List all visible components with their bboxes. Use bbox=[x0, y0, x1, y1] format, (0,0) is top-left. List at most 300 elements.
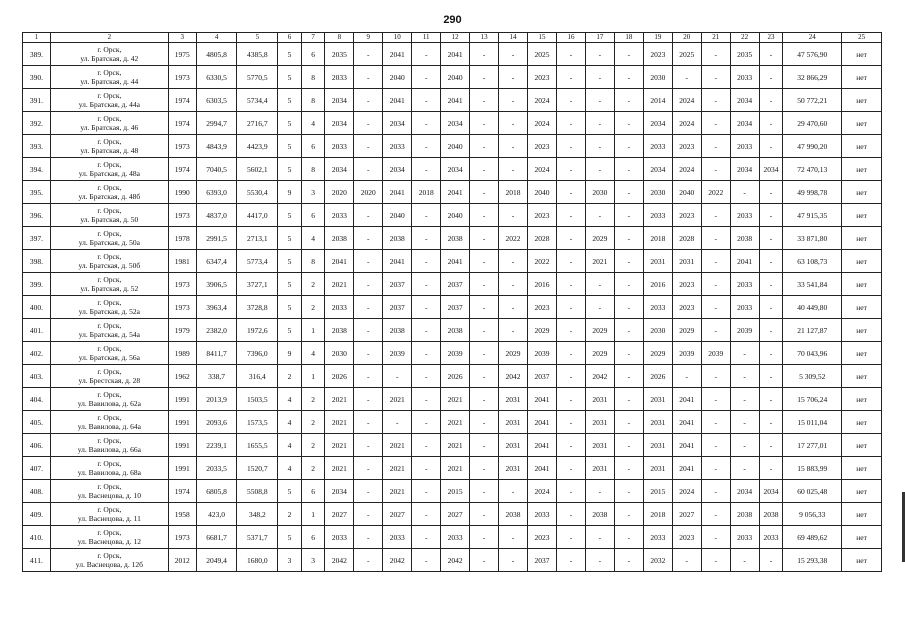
cell-c21: - bbox=[701, 43, 730, 66]
address-city: г. Орск, bbox=[97, 183, 122, 192]
column-header: 2 bbox=[50, 33, 168, 43]
cell-c22: 2038 bbox=[730, 503, 759, 526]
cell-c10: 2037 bbox=[383, 296, 412, 319]
cell-entrances: 6 bbox=[301, 135, 325, 158]
cell-c16: - bbox=[556, 342, 585, 365]
cell-c17: 2029 bbox=[585, 227, 614, 250]
cell-c18: - bbox=[614, 204, 643, 227]
table-row bbox=[23, 89, 882, 112]
cell-area-total: 2994,7 bbox=[196, 112, 237, 135]
cell-c11: - bbox=[412, 158, 441, 181]
address-cell bbox=[50, 342, 168, 365]
cell-floors: 9 bbox=[278, 181, 302, 204]
cell-c20: 2025 bbox=[672, 43, 701, 66]
cell-c21: - bbox=[701, 66, 730, 89]
cell-floors: 5 bbox=[278, 480, 302, 503]
cell-c12: 2021 bbox=[441, 388, 470, 411]
cell-c22: 2033 bbox=[730, 66, 759, 89]
address-cell bbox=[50, 66, 168, 89]
cell-c14: 2031 bbox=[499, 411, 528, 434]
cell-area-total: 2049,4 bbox=[196, 549, 237, 572]
column-header: 13 bbox=[470, 33, 499, 43]
address-cell bbox=[50, 158, 168, 181]
cell-c8: 2033 bbox=[325, 135, 354, 158]
cell-floors: 5 bbox=[278, 135, 302, 158]
cell-c12: 2037 bbox=[441, 296, 470, 319]
cell-c15: 2029 bbox=[528, 319, 557, 342]
cell-c11: - bbox=[412, 342, 441, 365]
cell-c9: - bbox=[354, 227, 383, 250]
cell-c10: 2021 bbox=[383, 388, 412, 411]
cell-c21: - bbox=[701, 549, 730, 572]
cell-c18: - bbox=[614, 89, 643, 112]
cell-c22: - bbox=[730, 457, 759, 480]
cell-c9: - bbox=[354, 135, 383, 158]
cell-c12: 2021 bbox=[441, 457, 470, 480]
cell-c8: 2042 bbox=[325, 549, 354, 572]
cell-c16: - bbox=[556, 365, 585, 388]
address-city: г. Орск, bbox=[97, 229, 122, 238]
cell-c19: 2016 bbox=[643, 273, 672, 296]
address-street: ул. Братская, д. 56а bbox=[78, 353, 140, 362]
cell-c18: - bbox=[614, 135, 643, 158]
cell-c10: 2021 bbox=[383, 480, 412, 503]
cell-c21: - bbox=[701, 158, 730, 181]
address-cell bbox=[50, 204, 168, 227]
cell-c16: - bbox=[556, 411, 585, 434]
cell-c17: 2038 bbox=[585, 503, 614, 526]
cell-c14: - bbox=[499, 89, 528, 112]
cell-c18: - bbox=[614, 365, 643, 388]
cell-c25: нет bbox=[842, 526, 882, 549]
cell-c21: - bbox=[701, 227, 730, 250]
address-city: г. Орск, bbox=[97, 137, 122, 146]
cell-c13: - bbox=[470, 457, 499, 480]
address-city: г. Орск, bbox=[97, 275, 122, 284]
cell-cost: 63 108,73 bbox=[783, 250, 842, 273]
row-number: 400. bbox=[23, 296, 51, 319]
cell-c13: - bbox=[470, 549, 499, 572]
cell-area-total: 6303,5 bbox=[196, 89, 237, 112]
address-cell bbox=[50, 43, 168, 66]
cell-c23: 2034 bbox=[759, 158, 783, 181]
cell-c10: 2033 bbox=[383, 526, 412, 549]
cell-c13: - bbox=[470, 296, 499, 319]
cell-c13: - bbox=[470, 319, 499, 342]
table-body bbox=[23, 43, 882, 572]
cell-c8: 2034 bbox=[325, 480, 354, 503]
cell-c20: 2041 bbox=[672, 388, 701, 411]
cell-c15: 2033 bbox=[528, 503, 557, 526]
cell-c25: нет bbox=[842, 388, 882, 411]
cell-c23: - bbox=[759, 388, 783, 411]
cell-year: 1979 bbox=[168, 319, 196, 342]
cell-c20: 2031 bbox=[672, 250, 701, 273]
cell-floors: 5 bbox=[278, 112, 302, 135]
cell-year: 1975 bbox=[168, 43, 196, 66]
cell-c11: - bbox=[412, 411, 441, 434]
cell-c9: - bbox=[354, 503, 383, 526]
cell-c12: 2041 bbox=[441, 89, 470, 112]
cell-c13: - bbox=[470, 204, 499, 227]
cell-c15: 2023 bbox=[528, 66, 557, 89]
cell-c12: 2021 bbox=[441, 411, 470, 434]
cell-year: 1991 bbox=[168, 434, 196, 457]
cell-cost: 49 998,78 bbox=[783, 181, 842, 204]
cell-c17: - bbox=[585, 296, 614, 319]
address-city: г. Орск, bbox=[97, 114, 122, 123]
cell-c18: - bbox=[614, 273, 643, 296]
cell-c19: 2030 bbox=[643, 66, 672, 89]
column-header: 22 bbox=[730, 33, 759, 43]
cell-c23: - bbox=[759, 66, 783, 89]
column-header: 14 bbox=[499, 33, 528, 43]
cell-area-total: 2991,5 bbox=[196, 227, 237, 250]
cell-c9: - bbox=[354, 526, 383, 549]
column-header: 15 bbox=[528, 33, 557, 43]
cell-c17: 2029 bbox=[585, 342, 614, 365]
cell-c8: 2021 bbox=[325, 273, 354, 296]
address-city: г. Орск, bbox=[97, 45, 122, 54]
cell-area-living: 348,2 bbox=[237, 503, 278, 526]
cell-c23: - bbox=[759, 296, 783, 319]
address-cell bbox=[50, 457, 168, 480]
cell-c25: нет bbox=[842, 204, 882, 227]
address-street: ул. Братская, д. 48а bbox=[78, 169, 140, 178]
cell-c8: 2021 bbox=[325, 411, 354, 434]
address-city: г. Орск, bbox=[97, 528, 122, 537]
cell-area-living: 7396,0 bbox=[237, 342, 278, 365]
cell-cost: 15 011,04 bbox=[783, 411, 842, 434]
cell-c11: - bbox=[412, 43, 441, 66]
cell-c20: 2041 bbox=[672, 457, 701, 480]
cell-c18: - bbox=[614, 250, 643, 273]
cell-c25: нет bbox=[842, 480, 882, 503]
column-header: 24 bbox=[783, 33, 842, 43]
address-cell bbox=[50, 388, 168, 411]
cell-c15: 2023 bbox=[528, 296, 557, 319]
cell-entrances: 1 bbox=[301, 503, 325, 526]
cell-area-living: 5602,1 bbox=[237, 158, 278, 181]
cell-c17: 2031 bbox=[585, 411, 614, 434]
cell-cost: 9 056,33 bbox=[783, 503, 842, 526]
cell-c9: - bbox=[354, 457, 383, 480]
cell-c14: 2018 bbox=[499, 181, 528, 204]
cell-c15: 2024 bbox=[528, 89, 557, 112]
cell-c20: 2023 bbox=[672, 296, 701, 319]
cell-area-living: 1655,5 bbox=[237, 434, 278, 457]
cell-c13: - bbox=[470, 135, 499, 158]
cell-entrances: 4 bbox=[301, 227, 325, 250]
cell-c8: 2034 bbox=[325, 158, 354, 181]
cell-c19: 2029 bbox=[643, 342, 672, 365]
table-row bbox=[23, 204, 882, 227]
address-city: г. Орск, bbox=[97, 321, 122, 330]
cell-c14: - bbox=[499, 158, 528, 181]
cell-year: 1989 bbox=[168, 342, 196, 365]
cell-c8: 2041 bbox=[325, 250, 354, 273]
cell-c18: - bbox=[614, 319, 643, 342]
cell-c23: - bbox=[759, 365, 783, 388]
cell-entrances: 6 bbox=[301, 204, 325, 227]
cell-c22: 2033 bbox=[730, 135, 759, 158]
column-header: 23 bbox=[759, 33, 783, 43]
cell-c10: 2037 bbox=[383, 273, 412, 296]
cell-c19: 2033 bbox=[643, 135, 672, 158]
cell-cost: 33 871,80 bbox=[783, 227, 842, 250]
cell-entrances: 6 bbox=[301, 526, 325, 549]
cell-c25: нет bbox=[842, 66, 882, 89]
row-number: 397. bbox=[23, 227, 51, 250]
cell-c10: 2038 bbox=[383, 319, 412, 342]
cell-c11: - bbox=[412, 89, 441, 112]
cell-floors: 2 bbox=[278, 365, 302, 388]
cell-c18: - bbox=[614, 112, 643, 135]
cell-c17: - bbox=[585, 43, 614, 66]
cell-c16: - bbox=[556, 388, 585, 411]
cell-c23: - bbox=[759, 342, 783, 365]
cell-c14: 2042 bbox=[499, 365, 528, 388]
address-cell bbox=[50, 411, 168, 434]
cell-c8: 2034 bbox=[325, 112, 354, 135]
cell-cost: 15 706,24 bbox=[783, 388, 842, 411]
cell-cost: 40 449,80 bbox=[783, 296, 842, 319]
cell-area-total: 4805,8 bbox=[196, 43, 237, 66]
cell-area-total: 2013,9 bbox=[196, 388, 237, 411]
cell-c11: - bbox=[412, 480, 441, 503]
cell-entrances: 2 bbox=[301, 457, 325, 480]
cell-c14: - bbox=[499, 549, 528, 572]
cell-c20: 2024 bbox=[672, 89, 701, 112]
cell-floors: 5 bbox=[278, 296, 302, 319]
cell-c25: нет bbox=[842, 227, 882, 250]
column-header: 21 bbox=[701, 33, 730, 43]
cell-c11: - bbox=[412, 526, 441, 549]
cell-c11: - bbox=[412, 135, 441, 158]
cell-c10: 2034 bbox=[383, 158, 412, 181]
cell-c25: нет bbox=[842, 434, 882, 457]
cell-c15: 2041 bbox=[528, 388, 557, 411]
cell-c9: - bbox=[354, 480, 383, 503]
cell-area-living: 1503,5 bbox=[237, 388, 278, 411]
cell-c12: 2040 bbox=[441, 204, 470, 227]
cell-year: 1973 bbox=[168, 204, 196, 227]
column-header: 16 bbox=[556, 33, 585, 43]
table-row bbox=[23, 66, 882, 89]
cell-c10: 2034 bbox=[383, 112, 412, 135]
column-header: 18 bbox=[614, 33, 643, 43]
housing-repair-table bbox=[22, 32, 882, 572]
table-row bbox=[23, 296, 882, 319]
table-row bbox=[23, 319, 882, 342]
cell-c12: 2015 bbox=[441, 480, 470, 503]
cell-c20: 2040 bbox=[672, 181, 701, 204]
table-row bbox=[23, 43, 882, 66]
address-cell bbox=[50, 250, 168, 273]
cell-area-total: 8411,7 bbox=[196, 342, 237, 365]
cell-c14: 2022 bbox=[499, 227, 528, 250]
cell-c16: - bbox=[556, 526, 585, 549]
cell-c25: нет bbox=[842, 181, 882, 204]
cell-cost: 21 127,87 bbox=[783, 319, 842, 342]
cell-entrances: 8 bbox=[301, 66, 325, 89]
cell-cost: 47 915,35 bbox=[783, 204, 842, 227]
table-row bbox=[23, 434, 882, 457]
cell-c21: - bbox=[701, 457, 730, 480]
address-cell bbox=[50, 89, 168, 112]
address-city: г. Орск, bbox=[97, 459, 122, 468]
column-header: 19 bbox=[643, 33, 672, 43]
cell-c22: - bbox=[730, 549, 759, 572]
cell-c11: - bbox=[412, 434, 441, 457]
cell-c23: - bbox=[759, 549, 783, 572]
cell-c19: 2033 bbox=[643, 526, 672, 549]
cell-c8: 2038 bbox=[325, 227, 354, 250]
cell-c12: 2037 bbox=[441, 273, 470, 296]
cell-c20: 2028 bbox=[672, 227, 701, 250]
cell-c14: - bbox=[499, 480, 528, 503]
cell-area-total: 7040,5 bbox=[196, 158, 237, 181]
cell-c10: 2041 bbox=[383, 250, 412, 273]
cell-c18: - bbox=[614, 503, 643, 526]
cell-c9: 2020 bbox=[354, 181, 383, 204]
cell-floors: 5 bbox=[278, 204, 302, 227]
address-street: ул. Братская, д. 46 bbox=[80, 123, 139, 132]
cell-year: 1974 bbox=[168, 112, 196, 135]
cell-c9: - bbox=[354, 365, 383, 388]
column-header: 11 bbox=[412, 33, 441, 43]
cell-cost: 15 883,99 bbox=[783, 457, 842, 480]
cell-floors: 5 bbox=[278, 227, 302, 250]
cell-area-total: 4843,9 bbox=[196, 135, 237, 158]
cell-c17: - bbox=[585, 273, 614, 296]
cell-year: 1981 bbox=[168, 250, 196, 273]
row-number: 395. bbox=[23, 181, 51, 204]
cell-c19: 2031 bbox=[643, 434, 672, 457]
cell-c23: - bbox=[759, 273, 783, 296]
cell-c19: 2034 bbox=[643, 112, 672, 135]
cell-c25: нет bbox=[842, 457, 882, 480]
cell-floors: 5 bbox=[278, 250, 302, 273]
cell-c15: 2041 bbox=[528, 434, 557, 457]
cell-area-total: 2093,6 bbox=[196, 411, 237, 434]
cell-area-living: 3727,1 bbox=[237, 273, 278, 296]
cell-cost: 69 489,62 bbox=[783, 526, 842, 549]
cell-c16: - bbox=[556, 204, 585, 227]
row-number: 411. bbox=[23, 549, 51, 572]
cell-c20: - bbox=[672, 549, 701, 572]
cell-c9: - bbox=[354, 411, 383, 434]
cell-c8: 2021 bbox=[325, 434, 354, 457]
cell-area-total: 2239,1 bbox=[196, 434, 237, 457]
cell-c20: 2029 bbox=[672, 319, 701, 342]
cell-c21: - bbox=[701, 319, 730, 342]
cell-c18: - bbox=[614, 388, 643, 411]
row-number: 408. bbox=[23, 480, 51, 503]
cell-area-living: 3728,8 bbox=[237, 296, 278, 319]
cell-c18: - bbox=[614, 66, 643, 89]
cell-c10: 2038 bbox=[383, 227, 412, 250]
cell-c11: - bbox=[412, 66, 441, 89]
cell-c20: 2039 bbox=[672, 342, 701, 365]
cell-c14: 2031 bbox=[499, 457, 528, 480]
cell-c12: 2034 bbox=[441, 112, 470, 135]
cell-c15: 2039 bbox=[528, 342, 557, 365]
cell-c25: нет bbox=[842, 342, 882, 365]
address-city: г. Орск, bbox=[97, 390, 122, 399]
cell-c13: - bbox=[470, 66, 499, 89]
address-street: ул. Вавилова, д. 64а bbox=[77, 422, 141, 431]
cell-area-total: 2382,0 bbox=[196, 319, 237, 342]
table-row bbox=[23, 365, 882, 388]
row-number: 406. bbox=[23, 434, 51, 457]
cell-c8: 2027 bbox=[325, 503, 354, 526]
cell-c13: - bbox=[470, 365, 499, 388]
cell-cost: 50 772,21 bbox=[783, 89, 842, 112]
cell-c16: - bbox=[556, 158, 585, 181]
cell-cost: 72 470,13 bbox=[783, 158, 842, 181]
row-number: 401. bbox=[23, 319, 51, 342]
cell-c21: 2022 bbox=[701, 181, 730, 204]
cell-c10: 2040 bbox=[383, 204, 412, 227]
cell-year: 1974 bbox=[168, 89, 196, 112]
address-street: ул. Братская, д. 52 bbox=[80, 284, 139, 293]
cell-c11: - bbox=[412, 365, 441, 388]
cell-c17: - bbox=[585, 480, 614, 503]
cell-c18: - bbox=[614, 457, 643, 480]
cell-entrances: 2 bbox=[301, 411, 325, 434]
cell-c21: - bbox=[701, 434, 730, 457]
column-header: 20 bbox=[672, 33, 701, 43]
cell-c13: - bbox=[470, 227, 499, 250]
cell-c12: 2041 bbox=[441, 43, 470, 66]
row-number: 399. bbox=[23, 273, 51, 296]
cell-area-total: 2033,5 bbox=[196, 457, 237, 480]
cell-c11: - bbox=[412, 227, 441, 250]
cell-c18: - bbox=[614, 480, 643, 503]
cell-c19: 2015 bbox=[643, 480, 672, 503]
table-row bbox=[23, 480, 882, 503]
cell-area-total: 6347,4 bbox=[196, 250, 237, 273]
cell-c22: 2034 bbox=[730, 112, 759, 135]
cell-c13: - bbox=[470, 112, 499, 135]
cell-c23: - bbox=[759, 434, 783, 457]
cell-c17: - bbox=[585, 158, 614, 181]
cell-c21: - bbox=[701, 411, 730, 434]
cell-c16: - bbox=[556, 89, 585, 112]
cell-c21: - bbox=[701, 250, 730, 273]
cell-c25: нет bbox=[842, 250, 882, 273]
address-street: ул. Васнецова, д. 12б bbox=[75, 560, 143, 569]
cell-c22: 2033 bbox=[730, 296, 759, 319]
cell-c13: - bbox=[470, 480, 499, 503]
row-number: 393. bbox=[23, 135, 51, 158]
cell-c23: - bbox=[759, 204, 783, 227]
cell-c14: - bbox=[499, 66, 528, 89]
cell-c19: 2034 bbox=[643, 158, 672, 181]
cell-area-living: 1573,5 bbox=[237, 411, 278, 434]
cell-c23: - bbox=[759, 319, 783, 342]
cell-c20: - bbox=[672, 365, 701, 388]
cell-c10: 2041 bbox=[383, 181, 412, 204]
cell-year: 1973 bbox=[168, 273, 196, 296]
cell-entrances: 8 bbox=[301, 158, 325, 181]
cell-c18: - bbox=[614, 526, 643, 549]
cell-c22: 2041 bbox=[730, 250, 759, 273]
cell-cost: 29 470,60 bbox=[783, 112, 842, 135]
cell-entrances: 8 bbox=[301, 89, 325, 112]
cell-c12: 2038 bbox=[441, 319, 470, 342]
